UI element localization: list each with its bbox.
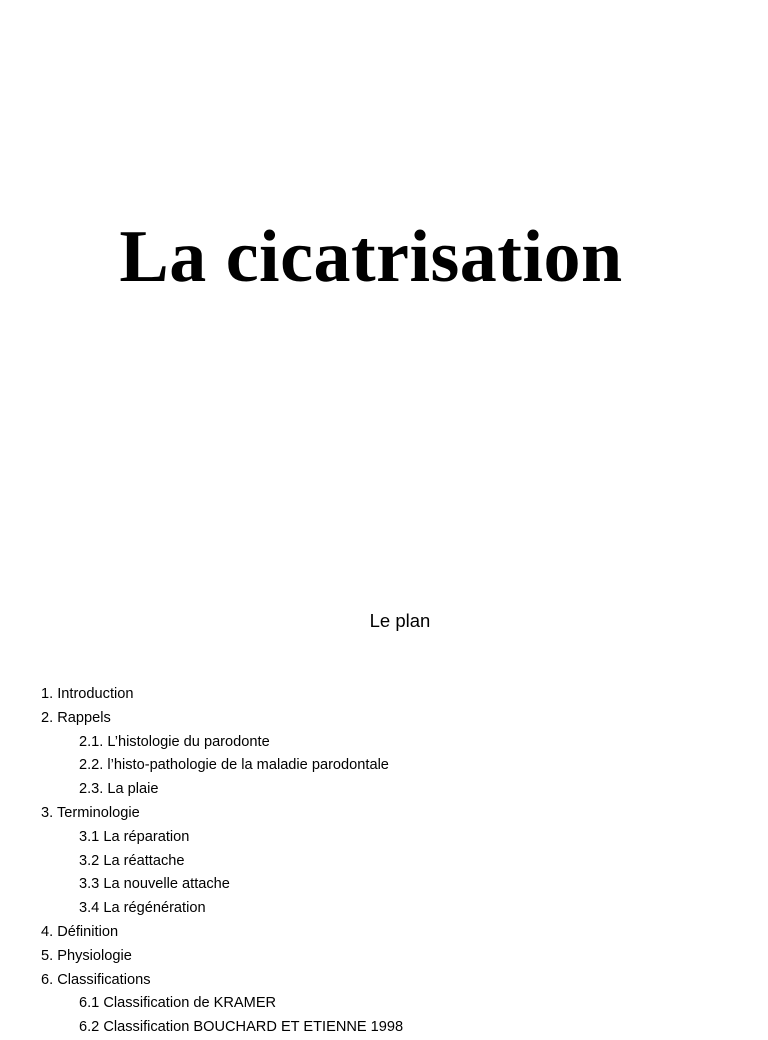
toc-subitem: 3.2 La réattache — [79, 852, 185, 869]
toc-item: 1. Introduction — [41, 686, 134, 702]
toc-subitem: 6.1 Classification de KRAMER — [79, 995, 277, 1012]
document-title: La cicatrisation — [119, 216, 623, 298]
toc-subitem: 2.2. l’histo-pathologie de la maladie parodontale — [79, 757, 389, 774]
toc-subitem: 3.3 La nouvelle attache — [79, 876, 230, 893]
toc-subitem: 3.1 La réparation — [79, 828, 190, 845]
toc-item: 6. Classifications — [41, 971, 151, 988]
toc-item: 5. Physiologie — [41, 947, 132, 964]
toc-subitem: 2.3. La plaie — [79, 781, 159, 798]
toc-item: 2. Rappels — [41, 709, 111, 726]
table-of-contents — [41, 683, 403, 1040]
plan-heading: Le plan — [369, 610, 431, 631]
toc-subitem: 6.2 Classification BOUCHARD ET ETIENNE 1998 — [79, 1019, 404, 1036]
toc-item: 3. Terminologie — [41, 804, 140, 821]
toc-subitem: 3.4 La régénération — [79, 900, 206, 917]
toc-item: 4. Définition — [41, 923, 119, 940]
toc-subitem: 2.1. L’histologie du parodonte — [79, 733, 270, 750]
